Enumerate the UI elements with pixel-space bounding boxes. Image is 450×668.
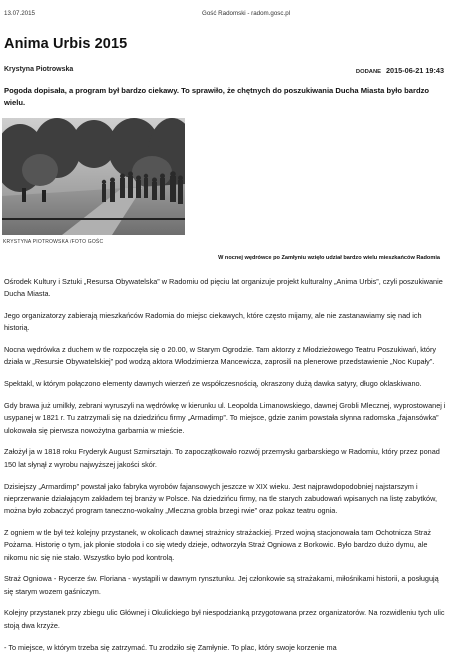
- paragraph: - To miejsce, w którym trzeba się zatrzymać. Tu zrodziło się Zamłynie. To plac, który swoje korzenie ma: [4, 642, 337, 652]
- print-date: 13.07.2015: [4, 10, 35, 17]
- article-author: Krystyna Piotrowska: [4, 66, 74, 73]
- article-title: Anima Urbis 2015: [4, 36, 128, 52]
- paragraph: Dzisiejszy „Armardimp” powstał jako fabryka wyrobów fajansowych jeszcze w XIX wieku. Jest najprawdopodobniej najstarszym i nieprzerwanie działającym zakładem tej branży w Polsce. Na dziedzińcu firmy, na tle starych zabudowań wpisanych na listę zabytków, można było zobaczyć program taneczno-wokalny „Mleczna grobla brzegi rwie” oraz pokaz teatru ognia.: [4, 481, 438, 516]
- added-label: DODANE: [355, 69, 382, 75]
- paragraph: Z ogniem w tle był też kolejny przystanek, w okolicach dawnej strażnicy strażackiej. Przed wojną stacjonowała tam Ochotnicza Straż Pożarna. Historię o tym, jak płonie stodoła i co się wtedy dzieje, odtworzyła Straż Ogniowa z Borkowic. Było bardzo dużo dymu, ale nikomu nic się nie stało. Wszystko było pod kontrolą.: [4, 527, 432, 562]
- photo-credit: KRYSTYNA PIOTROWSKA /FOTO GOŚC: [3, 239, 104, 245]
- photo-image: [2, 118, 185, 235]
- paragraph: Ośrodek Kultury i Sztuki „Resursa Obywatelska” w Radomiu od pięciu lat organizuje projekt kulturalny „Anima Urbis”, czyli poszukiwanie Ducha Miasta.: [4, 277, 443, 299]
- print-source: Gość Radomski - radom.gosc.pl: [202, 10, 291, 17]
- paragraph: Jego organizatorzy zabierają mieszkańców Radomia do miejsc ciekawych, które często mijamy, ale nie zastanawiamy się nad ich historią.: [4, 311, 422, 333]
- paragraph: Spektakl, w którym połączono elementy dawnych wierzeń ze współczesnością, okraszony dużą dawka satyry, długo oklaskiwano.: [4, 379, 422, 389]
- paragraph: Gdy brawa już umilkły, zebrani wyruszyli na wędrówkę w kierunku ul. Leopolda Limanowskiego, dawnej Grobli Mlecznej, wyprostowanej i usypanej w 1821 r. Tu zatrzymali się na dziedzińcu firmy „Armadimp”. To miejsce, gdzie zanim powstała słynna radomska „fajansówka” ulokowała się pierwsza nowożytna garbarnia w mieście.: [4, 401, 446, 435]
- added-value: 2015-06-21 19:43: [385, 66, 444, 75]
- article-body: [4, 276, 448, 663]
- paragraph: Nocna wędrówka z duchem w tle rozpoczęła się o 20.00, w Starym Ogrodzie. Tam aktorzy z Młodzieżowego Teatru Poszukiwań, który działa w „Resursie Obywatelskiej” pod wodzą aktora Włodzimierza Mancewicza, zaprosili na plenerowe przedstawienie „Noc Kupały”.: [4, 345, 437, 367]
- article-added-date: [356, 66, 444, 75]
- article-lead: Pogoda dopisała, a program był bardzo ciekawy. To sprawiło, że chętnych do poszukiwania Ducha Miasta było bardzo wielu.: [4, 86, 430, 107]
- paragraph: Kolejny przystanek przy zbiegu ulic Głównej i Okulickiego był niespodzianką przygotowana przez organizatorów. Na rozwidleniu tych ulic stoją dwa krzyże.: [4, 608, 445, 630]
- article-photo: [2, 118, 185, 235]
- paragraph: Straż Ogniowa - Rycerze św. Floriana - wystąpili w dawnym rynsztunku. Jej członkowie są strażakami, miłośnikami historii, a posługują się starym wozem gaśniczym.: [4, 574, 439, 596]
- print-header: [4, 10, 446, 20]
- paragraph: Założył ja w 1818 roku Fryderyk August Szmirsztajn. To zapoczątkowało rozwój przemysłu garbarskiego w Radomiu, który przez ponad 150 lat słynął z wyrobu najwyższej jakości skór.: [4, 447, 440, 469]
- photo-caption: W nocnej wędrówce po Zamłyniu wzięło udział bardzo wielu mieszkańców Radomia: [218, 255, 440, 261]
